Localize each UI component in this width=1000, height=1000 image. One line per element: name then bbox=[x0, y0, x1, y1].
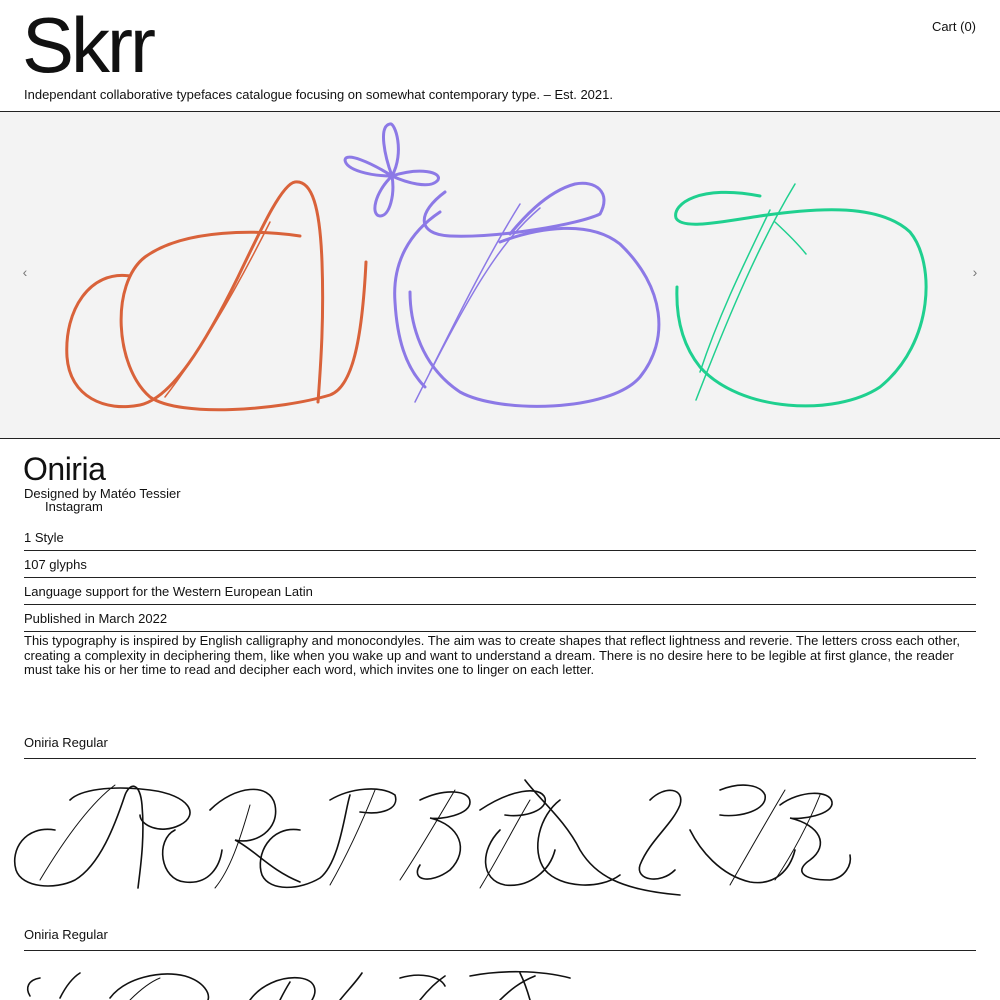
info-published-date: Published in March 2022 bbox=[24, 606, 976, 632]
info-language-support: Language support for the Western European Latin bbox=[24, 579, 976, 605]
site-header bbox=[0, 0, 1000, 112]
cart-link[interactable]: Cart (0) bbox=[931, 19, 976, 34]
hero-glyph-green bbox=[676, 184, 926, 406]
style-label-regular: Oniria Regular bbox=[24, 735, 976, 759]
hero-glyph-orange bbox=[67, 182, 366, 410]
style-label-regular-2: Oniria Regular bbox=[24, 927, 976, 951]
specimen-carousel bbox=[0, 111, 1000, 439]
typeface-info-list bbox=[24, 524, 976, 632]
carousel-next-arrow-icon[interactable]: › bbox=[972, 264, 978, 280]
site-tagline: Independant collaborative typefaces catalogue focusing on somewhat contemporary type. – Est. 2021. bbox=[24, 87, 613, 102]
hero-glyphs-artwork bbox=[0, 112, 1000, 438]
site-logo[interactable]: Skrr bbox=[22, 1, 153, 89]
typeface-title: Oniria bbox=[23, 451, 106, 487]
carousel-prev-arrow-icon[interactable]: ‹ bbox=[22, 264, 28, 280]
type-tester-sample-2[interactable] bbox=[0, 968, 1000, 1000]
info-glyphs-count: 107 glyphs bbox=[24, 552, 976, 578]
typeface-description: This typography is inspired by English calligraphy and monocondyles. The aim was to create shapes that reflect lightness and reverie. The letters cross each other, creating a complexity in deciphering them, like when you wake up and want to understand a dream. There is no desire here to be legible at first glance, the reader must take his or her time to read and decipher each word, which invites one to linger on each letter. bbox=[24, 633, 961, 677]
info-styles-count: 1 Style bbox=[24, 525, 976, 551]
designer-name: Matéo Tessier bbox=[99, 486, 181, 501]
hero-glyph-purple bbox=[345, 124, 659, 406]
instagram-link[interactable]: Instagram bbox=[45, 499, 103, 514]
designed-by-label: Designed by bbox=[24, 486, 97, 501]
type-tester-sample-1[interactable] bbox=[0, 770, 1000, 900]
